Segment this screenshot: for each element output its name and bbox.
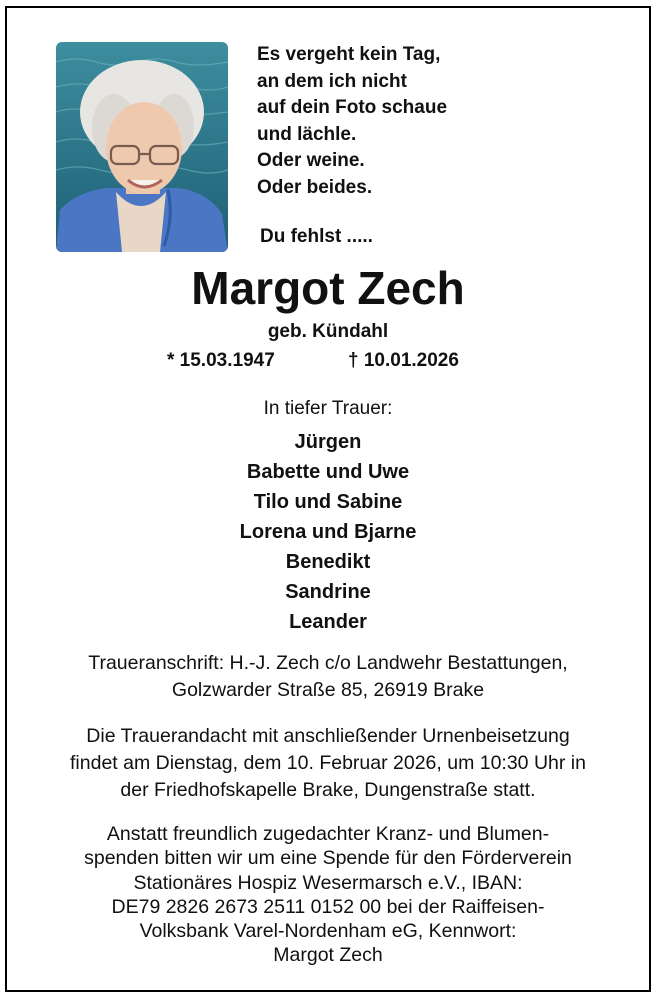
donation-line: Margot Zech: [273, 944, 383, 967]
donation-line: spenden bitten wir um eine Spende für den Förderverein: [84, 847, 572, 870]
address-line: Golzwarder Straße 85, 26919 Brake: [171, 679, 485, 701]
maiden-name: geb. Kündahl: [267, 321, 389, 342]
donation-line: Stationäres Hospiz Wesermarsch e.V., IBAN:: [133, 871, 523, 894]
poem-line: an dem ich nicht: [257, 70, 407, 92]
family-member: Babette und Uwe: [246, 461, 410, 483]
poem: [257, 42, 637, 201]
poem-closing: Du fehlst .....: [260, 226, 373, 247]
family-member: Benedikt: [285, 551, 371, 573]
ceremony-line: der Friedhofskapelle Brake, Dungenstraße statt.: [120, 779, 536, 801]
donation-line: Anstatt freundlich zugedachter Kranz- und Blumen-: [106, 823, 550, 845]
poem-line: Oder beides.: [257, 176, 373, 198]
ceremony-info: [7, 723, 649, 804]
poem-line: und lächle.: [257, 123, 357, 145]
deceased-name: Margot Zech: [191, 262, 465, 314]
poem-line: Es vergeht kein Tag,: [257, 44, 441, 65]
birth-date: * 15.03.1947: [167, 350, 275, 371]
poem-line: auf dein Foto schaue: [257, 97, 448, 118]
family-member: Tilo und Sabine: [253, 491, 403, 513]
donation-line: Volksbank Varel-Nordenham eG, Kennwort:: [139, 920, 517, 943]
donation-line: DE79 2826 2673 2511 0152 00 bei der Raiffeisen-: [111, 895, 545, 918]
death-date: † 10.01.2026: [348, 350, 459, 371]
family-member: Lorena und Bjarne: [239, 521, 417, 543]
mourning-address: [7, 650, 649, 704]
mourning-intro: In tiefer Trauer:: [263, 398, 393, 419]
family-member: Leander: [289, 611, 367, 633]
family-member: Sandrine: [285, 581, 371, 603]
donation-request: [7, 822, 649, 968]
address-line: Traueranschrift: H.-J. Zech c/o Landwehr Bestattungen,: [88, 652, 568, 674]
ceremony-line: Die Trauerandacht mit anschließender Urnenbeisetzung: [86, 725, 570, 747]
obituary-frame: [5, 6, 651, 992]
family-list: [7, 427, 649, 637]
family-member: Jürgen: [294, 431, 362, 453]
ceremony-line: findet am Dienstag, dem 10. Februar 2026, um 10:30 Uhr in: [70, 752, 586, 774]
poem-line: Oder weine.: [257, 150, 365, 171]
portrait-photo: [56, 42, 228, 252]
